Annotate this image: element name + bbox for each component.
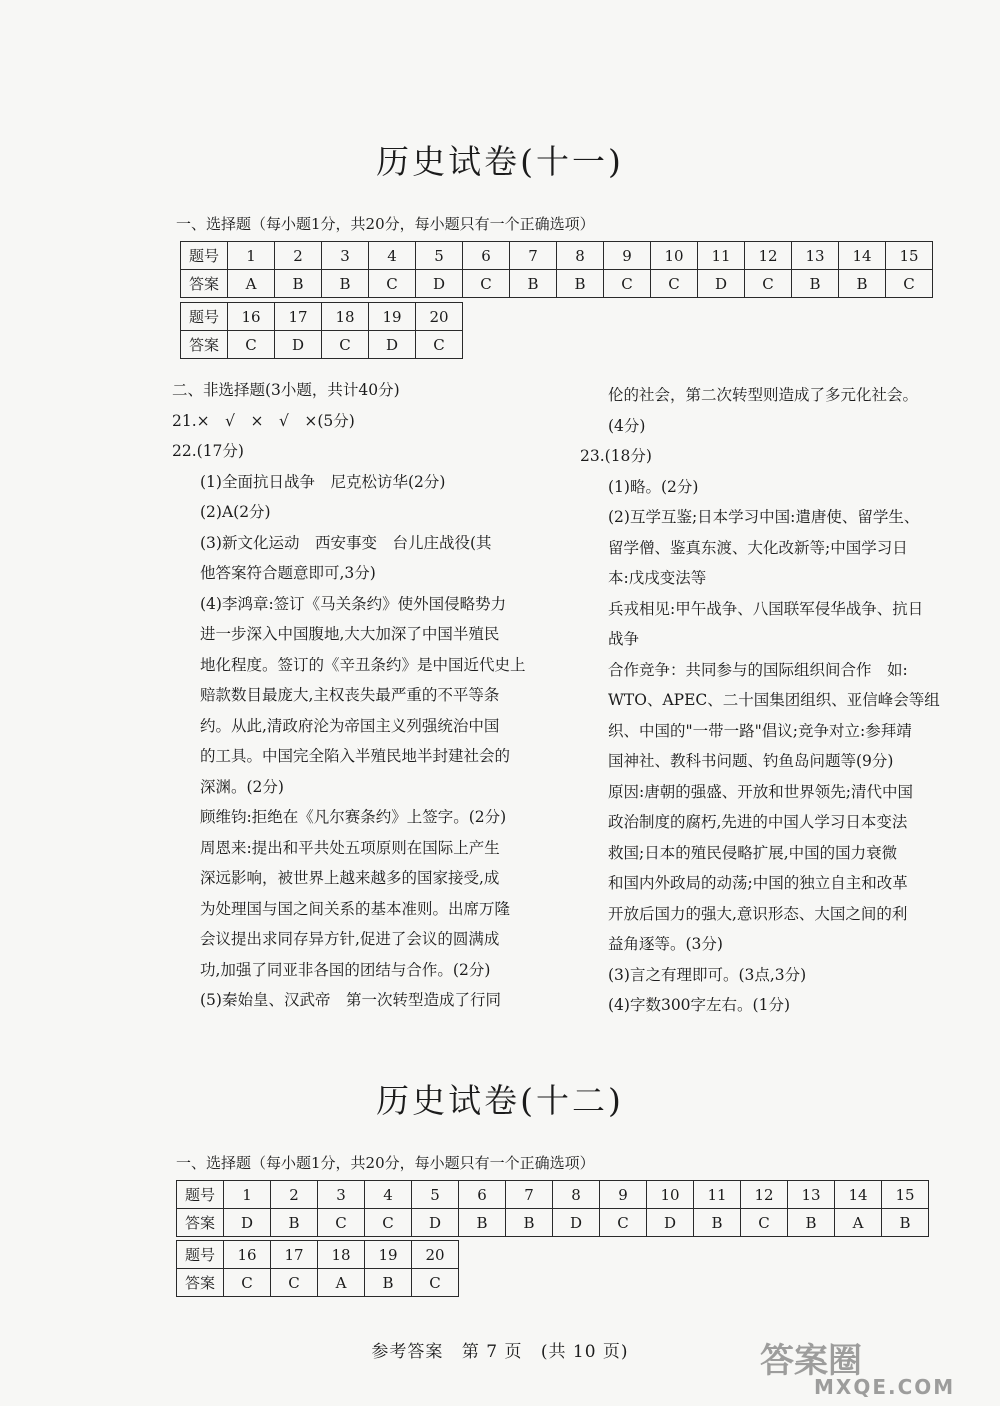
question-number-cell: 15 [886, 242, 933, 270]
text-line: 的工具。中国完全陷入半殖民地半封建社会的 [200, 747, 511, 765]
row-label: 答案 [181, 270, 228, 298]
footer-label: 参考答案 [371, 1342, 444, 1362]
answer-cell: C [463, 270, 510, 298]
text-line: 伦的社会，第二次转型则造成了多元化社会。 [608, 386, 919, 404]
answer-cell: C [369, 270, 416, 298]
answer-cell: C [604, 270, 651, 298]
answer-cell: A [835, 1209, 882, 1237]
question-number-cell: 11 [694, 1181, 741, 1209]
text-line: 22.(17分) [172, 442, 244, 460]
answer-cell: C [651, 270, 698, 298]
text-line: 原因:唐朝的强盛、开放和世界领先;清代中国 [608, 782, 913, 801]
row-label: 题号 [181, 303, 228, 331]
question-number-cell: 16 [224, 1241, 271, 1269]
text-line: 21.× √ × √ ×(5分) [172, 411, 355, 430]
table-row [177, 1209, 929, 1237]
text-line: (4分) [608, 416, 646, 435]
question-number-cell: 20 [416, 303, 463, 331]
text-line: (5)秦始皇、汉武帝 第一次转型造成了行同 [200, 991, 501, 1009]
text-line: 兵戎相见:甲午战争、八国联军侵华战争、抗日 [608, 599, 924, 618]
text-line: (1)略。(2分) [608, 477, 699, 496]
question-number-cell: 8 [553, 1181, 600, 1209]
question-number-cell: 13 [788, 1181, 835, 1209]
answer-cell: C [416, 331, 463, 359]
svg-text:答案圈: 答案圈 [760, 1341, 862, 1381]
question-number-cell: 16 [228, 303, 275, 331]
text-line: (2)A(2分) [200, 503, 271, 521]
answer-cell: D [553, 1209, 600, 1237]
question-number-cell: 9 [604, 242, 651, 270]
question-number-cell: 5 [412, 1181, 459, 1209]
exam-11-title: 历史试卷(十一) [376, 142, 624, 181]
answer-cell: C [886, 270, 933, 298]
exam-11-left-column [172, 375, 572, 1016]
answer-cell: D [412, 1209, 459, 1237]
answer-cell: B [788, 1209, 835, 1237]
row-label: 题号 [177, 1241, 224, 1269]
answer-cell: C [412, 1269, 459, 1297]
exam-12-answer-table-1 [176, 1180, 929, 1237]
text-line: 益角逐等。(3分) [608, 935, 723, 953]
answer-cell: B [694, 1209, 741, 1237]
answer-cell: D [224, 1209, 271, 1237]
table-row [177, 1181, 929, 1209]
question-number-cell: 12 [741, 1181, 788, 1209]
table-row [177, 1269, 459, 1297]
answer-cell: D [416, 270, 463, 298]
question-number-cell: 1 [224, 1181, 271, 1209]
watermark [754, 1336, 986, 1398]
text-line: 约。从此,清政府沦为帝国主义列强统治中国 [200, 716, 500, 735]
text-line: 政治制度的腐朽,先进的中国人学习日本变法 [608, 813, 908, 831]
text-line: WTO、APEC、二十国集团组织、亚信峰会等组 [608, 691, 940, 709]
text-line: (1)全面抗日战争 尼克松访华(2分) [200, 472, 446, 491]
footer-total-pages: (共 10 页) [540, 1342, 629, 1362]
text-line: 本:戊戌变法等 [608, 569, 707, 587]
question-number-cell: 12 [745, 242, 792, 270]
text-line: (4)李鸿章:签订《马关条约》使外国侵略势力 [200, 594, 507, 613]
answer-cell: B [792, 270, 839, 298]
exam-12-title: 历史试卷(十二) [376, 1081, 624, 1120]
question-number-cell: 6 [459, 1181, 506, 1209]
question-number-cell: 4 [365, 1181, 412, 1209]
text-line: (3)新文化运动 西安事变 台儿庄战役(其 [200, 533, 492, 552]
table-row [181, 331, 463, 359]
exam-11-choice-heading: 一、选择题（每小题1分，共20分，每小题只有一个正确选项） [176, 215, 595, 233]
question-number-cell: 3 [318, 1181, 365, 1209]
text-line: 深渊。(2分) [200, 777, 284, 796]
text-line: 织、中国的"一带一路"倡议;竞争对立:参拜靖 [608, 721, 912, 740]
answer-cell: D [647, 1209, 694, 1237]
question-number-cell: 10 [651, 242, 698, 270]
exam-11-right-column [580, 380, 980, 1021]
text-line: 周恩来:提出和平共处五项原则在国际上产生 [200, 838, 500, 857]
text-line: 23.(18分) [580, 447, 652, 465]
question-number-cell: 3 [322, 242, 369, 270]
row-label: 答案 [181, 331, 228, 359]
footer-page-number: 第 7 页 [461, 1342, 523, 1362]
row-label: 题号 [181, 242, 228, 270]
text-line: 顾维钧:拒绝在《凡尔赛条约》上签字。(2分) [200, 808, 507, 826]
exam-11-answer-table-2 [180, 302, 463, 359]
answer-cell: D [698, 270, 745, 298]
row-label: 答案 [177, 1269, 224, 1297]
question-number-cell: 11 [698, 242, 745, 270]
question-number-cell: 2 [271, 1181, 318, 1209]
question-number-cell: 7 [506, 1181, 553, 1209]
answer-cell: B [506, 1209, 553, 1237]
exam-11-answer-table-1 [180, 241, 933, 298]
question-number-cell: 8 [557, 242, 604, 270]
exam-12-choice-heading: 一、选择题（每小题1分，共20分，每小题只有一个正确选项） [176, 1154, 595, 1172]
text-line: 救国;日本的殖民侵略扩展,中国的国力衰微 [608, 843, 898, 862]
text-line: 二、非选择题(3小题，共计40分) [172, 381, 400, 399]
answer-cell: B [275, 270, 322, 298]
table-row [181, 242, 933, 270]
question-number-cell: 19 [369, 303, 416, 331]
table-row [181, 303, 463, 331]
question-number-cell: 13 [792, 242, 839, 270]
question-number-cell: 15 [882, 1181, 929, 1209]
answer-cell: C [745, 270, 792, 298]
svg-text:MXQE.COM: MXQE.COM [814, 1375, 956, 1398]
answer-cell: B [365, 1269, 412, 1297]
question-number-cell: 10 [647, 1181, 694, 1209]
answer-cell: B [271, 1209, 318, 1237]
question-number-cell: 17 [275, 303, 322, 331]
answer-cell: D [275, 331, 322, 359]
text-line: 国神社、教科书问题、钓鱼岛问题等(9分) [608, 752, 894, 770]
question-number-cell: 14 [835, 1181, 882, 1209]
answer-cell: C [318, 1209, 365, 1237]
answer-cell: B [510, 270, 557, 298]
answer-cell: C [228, 331, 275, 359]
answer-cell: C [224, 1269, 271, 1297]
question-number-cell: 6 [463, 242, 510, 270]
answer-cell: B [557, 270, 604, 298]
text-line: 为处理国与国之间关系的基本准则。出席万隆 [200, 899, 511, 918]
question-number-cell: 1 [228, 242, 275, 270]
answer-cell: C [741, 1209, 788, 1237]
text-line: 留学僧、鉴真东渡、大化改新等;中国学习日 [608, 538, 908, 557]
question-number-cell: 20 [412, 1241, 459, 1269]
row-label: 题号 [177, 1181, 224, 1209]
text-line: (4)字数300字左右。(1分) [608, 996, 790, 1014]
question-number-cell: 9 [600, 1181, 647, 1209]
table-row [177, 1241, 459, 1269]
question-number-cell: 2 [275, 242, 322, 270]
exam-12-answer-table-2 [176, 1240, 459, 1297]
question-number-cell: 17 [271, 1241, 318, 1269]
answer-cell: B [322, 270, 369, 298]
text-line: 合作竞争：共同参与的国际组织间合作 如: [608, 660, 908, 679]
answer-cell: C [271, 1269, 318, 1297]
text-line: 他答案符合题意即可,3分) [200, 564, 376, 582]
text-line: 战争 [608, 630, 640, 648]
answer-cell: A [228, 270, 275, 298]
question-number-cell: 4 [369, 242, 416, 270]
text-line: (3)言之有理即可。(3点,3分) [608, 965, 807, 984]
watermark-logo-icon [754, 1336, 986, 1398]
text-line: 深远影响，被世界上越来越多的国家接受,成 [200, 869, 500, 887]
text-line: 赔款数目最庞大,主权丧失最严重的不平等条 [200, 686, 500, 704]
answer-cell: C [322, 331, 369, 359]
answer-cell: D [369, 331, 416, 359]
question-number-cell: 14 [839, 242, 886, 270]
answer-cell: B [882, 1209, 929, 1237]
row-label: 答案 [177, 1209, 224, 1237]
question-number-cell: 7 [510, 242, 557, 270]
answer-cell: B [839, 270, 886, 298]
answer-cell: A [318, 1269, 365, 1297]
text-line: 功,加强了同亚非各国的团结与合作。(2分) [200, 960, 491, 979]
question-number-cell: 18 [318, 1241, 365, 1269]
question-number-cell: 19 [365, 1241, 412, 1269]
text-line: 和国内外政局的动荡;中国的独立自主和改革 [608, 874, 908, 892]
answer-cell: B [459, 1209, 506, 1237]
answer-cell: C [365, 1209, 412, 1237]
table-row [181, 270, 933, 298]
text-line: 地化程度。签订的《辛丑条约》是中国近代史上 [200, 655, 526, 674]
question-number-cell: 5 [416, 242, 463, 270]
text-line: (2)互学互鉴;日本学习中国:遣唐使、留学生、 [608, 508, 920, 526]
text-line: 进一步深入中国腹地,大大加深了中国半殖民 [200, 625, 500, 643]
answer-cell: C [600, 1209, 647, 1237]
text-line: 会议提出求同存异方针,促进了会议的圆满成 [200, 930, 500, 948]
text-line: 开放后国力的强大,意识形态、大国之间的利 [608, 904, 908, 923]
question-number-cell: 18 [322, 303, 369, 331]
